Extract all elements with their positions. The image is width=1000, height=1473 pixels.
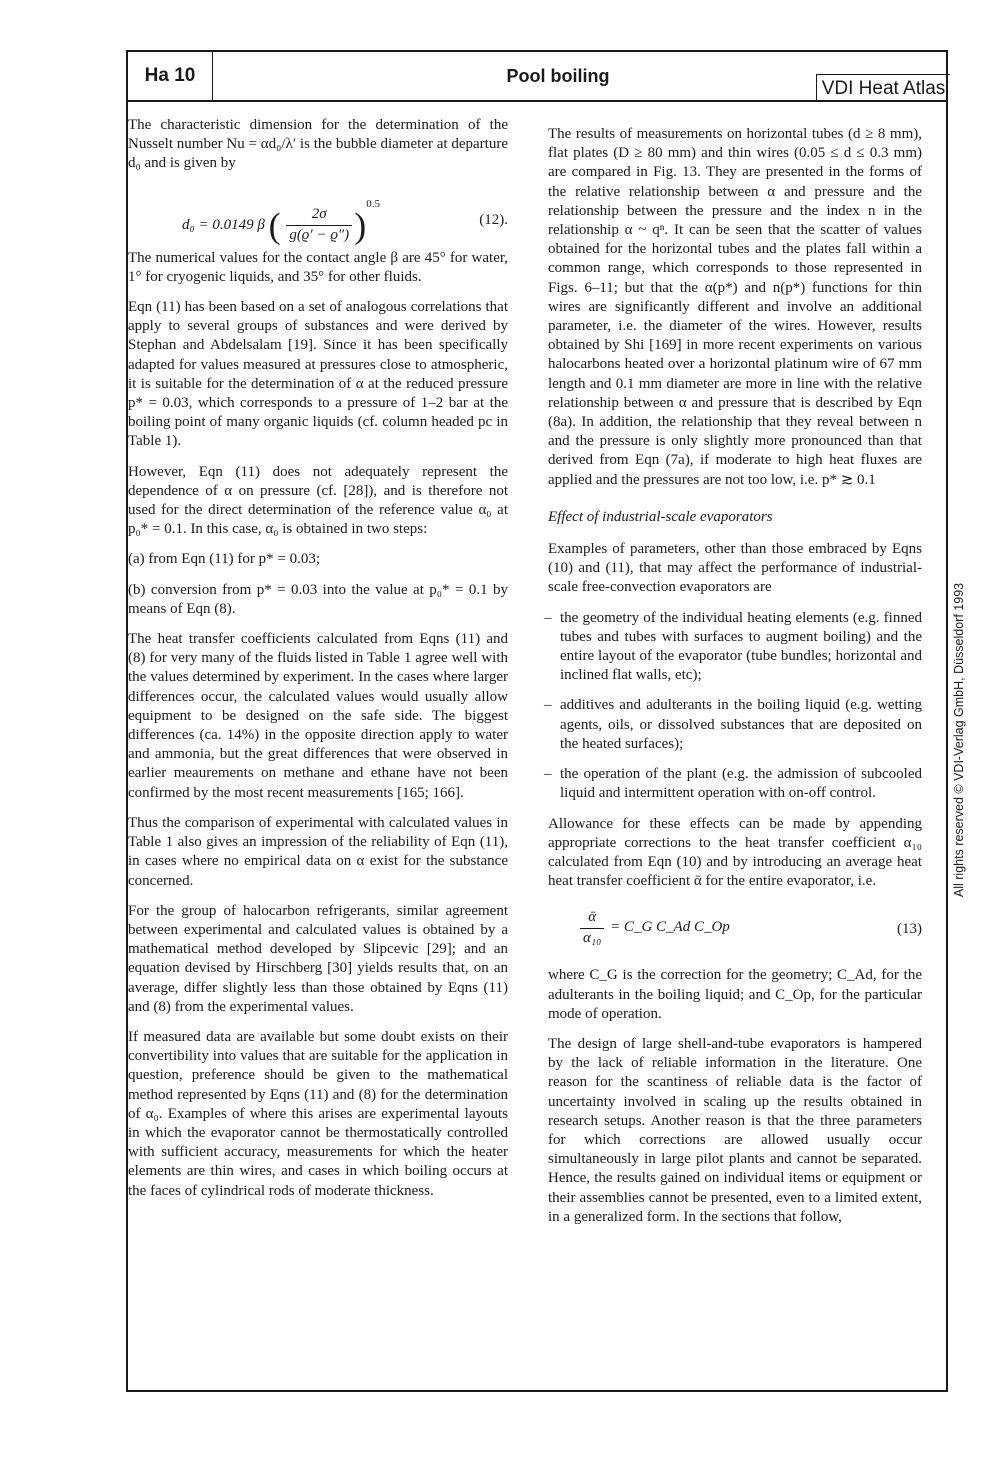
paragraph: (a) from Eqn (11) for p* = 0.03;: [128, 551, 321, 568]
fraction-numerator: 2σ: [286, 205, 352, 225]
fraction-denominator: α₁₀: [583, 929, 602, 946]
equation-label: (12).: [479, 211, 508, 228]
equation-12: d₀ = 0.0149 β ( $\frac{2\sigma}{g(ϱ' - ϱ'')}$ )$^{0.5}$ (12).: [182, 197, 508, 246]
paragraph: The design of large shell-and-tube evaporators is hampered by the lack of reliable information in the literature. One reason for the scantiness of reliable data is the factor of uncertainty involved in scaling up the results obtained in research setups. Another reason is that the three parameters for which corrections are allowed usually occur simultaneously in large pilot plants and cannot be separated. Hence, the results gained on individual items or equipment or their assemblies cannot be presented, even to a limited extent, in a generalized form. In the sections that follow,: [548, 1035, 922, 1225]
paragraph: However, Eqn (11) does not adequately represent the dependence of α on pressure (cf. [28]), and is therefore not used for the direct determination of the reference value α₀ at p₀* = 0.1. In this case, α₀ is obtained in two steps:: [128, 463, 508, 538]
equation-13: [548, 902, 922, 958]
section-code: Ha 10: [128, 52, 213, 100]
list-item: – the geometry of the individual heating elements (e.g. finned tubes and tubes with surfaces to augment boiling) and the entire layout of the evaporator (tube bundles; horizontal and inclined flat walls, etc);: [548, 609, 922, 686]
left-column: [128, 116, 508, 1212]
paragraph: The results of measurements on horizontal tubes (d ≥ 8 mm), flat plates (D ≥ 80 mm) and thin wires (0.05 ≤ d ≤ 0.3 mm) are compared in Fig. 13. They are presented in the forms of the relative relationship between α and pressure and the relationship between the pressure and the index n in the relationship α ~ qⁿ. It can be seen that the scatter of values obtained for the horizontal tubes and the plates fall within a common range, which corresponds to those represented in Figs. 6–11; but that the α(p*) and n(p*) functions for thin wires are significantly different and involve an additional parameter, i.e. the diameter of the wires. However, results obtained by Shi [169] in more recent experiments on various halocarbons heated over a horizontal platinum wire of 67 mm length and 0.1 mm diameter are more in line with the relative relationship between α and pressure that is described by Eqn (8a). In addition, the relationship that they reveal between n and the pressure is only slightly more pronounced than that derived from Eqn (7a), if moderate to high heat fluxes are applied and the pressures are not too low, i.e. p* ≳ 0.1: [548, 126, 922, 488]
paragraph: Examples of parameters, other than those embraced by Eqns (10) and (11), that may affect the performance of industrial-scale free-convection evaporators are: [548, 541, 922, 596]
copyright-sidebar: [950, 560, 968, 920]
list-item: – additives and adulterants in the boiling liquid (e.g. wetting agents, oils, or dissolved substances that are deposited on the heated surfaces);: [548, 696, 922, 754]
paragraph: The heat transfer coefficients calculated from Eqns (11) and (8) for very many of the fluids listed in Table 1 agree well with the values determined by experiment. In the cases where larger differences occur, the calculated values would usually allow equipment to be designed on the safe side. The biggest differences (ca. 14%) in the opposite direction apply to water and ammonia, but the great differences that were observed in earlier meaurements on methane and ethane have not been confirmed by the most recent measurements [165; 166].: [128, 631, 508, 801]
equation-fraction: [286, 205, 352, 244]
page-header: [128, 52, 946, 102]
equation-fraction: [580, 908, 604, 947]
paragraph: where C_G is the correction for the geometry; C_Ad, for the adulterants in the boiling liquid; and C_Op, for the particular mode of operation.: [548, 967, 922, 1022]
paragraph: Thus the comparison of experimental with calculated values in Table 1 also gives an impression of the reliability of Eqn (11), in cases where no empirical data on α exist for the substance concerned.: [128, 814, 508, 889]
right-column: [548, 125, 922, 1238]
copyright-notice: All rights reserved © VDI-Verlag GmbH, Düsseldorf 1993: [952, 582, 966, 898]
paragraph: If measured data are available but some doubt exists on their convertibility into values that are suitable for the application in question, preference should be given to the mathematical method represented by Eqns (11) and (8) for the determination of α₀. Examples of where this arises are experimental layouts in which the evaporator cannot be thermostatically controlled with sufficient accuracy, measurements for which the heater elements are thin wires, and cases in which boiling occurs at the faces of cylindrical rods of moderate thickness.: [128, 1028, 508, 1199]
equation-rhs: = C_G C_Ad C_Op: [610, 919, 730, 936]
paragraph: For the group of halocarbon refrigerants, similar agreement between experimental and calculated values is obtained by a mathematical method developed by Slipcevic [29]; and an equation devised by Hirschberg [30] yields results that, on an average, differ slightly less than those obtained by Eqns (11) and (8) from the experimental values.: [128, 902, 508, 1015]
equation-label: (13): [897, 921, 922, 938]
fraction-denominator: g(ϱ′ − ϱ″): [289, 226, 350, 243]
paragraph: Eqn (11) has been based on a set of analogous correlations that apply to several groups of substances and were derived by Stephan and Abdelsalam [19]. Since it has been specifically adapted for values measured at pressures close to atmospheric, it is suitable for the determination of α at the reduced pressure p* = 0.03, which corresponds to a pressure of 1–2 bar at the boiling point of many organic liquids (cf. column headed pc in Table 1).: [128, 299, 508, 450]
paragraph: Allowance for these effects can be made by appending appropriate corrections to the heat transfer coefficient α₁₀ calculated from Eqn (10) and by introducing an average heat heat transfer coefficient ᾱ for the entire evaporator, i.e.: [548, 815, 922, 890]
list-item: – the operation of the plant (e.g. the admission of subcooled liquid and intermittent operation with on-off control.: [548, 765, 922, 803]
bullet-list: [548, 609, 922, 804]
fraction-numerator: ᾱ: [580, 908, 604, 928]
paragraph: The numerical values for the contact angle β are 45° for water, 1° for cryogenic liquids, and 35° for other fluids.: [128, 249, 508, 285]
book-title: VDI Heat Atlas: [816, 74, 950, 102]
paragraph: (b) conversion from p* = 0.03 into the value at p₀* = 0.1 by means of Eqn (8).: [128, 581, 508, 617]
equation-lhs: d₀ = 0.0149 β: [182, 216, 265, 233]
equation-exponent: 0.5: [366, 197, 380, 210]
paragraph: The characteristic dimension for the determination of the Nusselt number Nu = αd₀/λ′ is the bubble diameter at departure d₀ and is given by: [128, 117, 508, 172]
section-subheading: Effect of industrial-scale evaporators: [548, 508, 773, 525]
page-title: Pool boiling: [506, 65, 610, 86]
